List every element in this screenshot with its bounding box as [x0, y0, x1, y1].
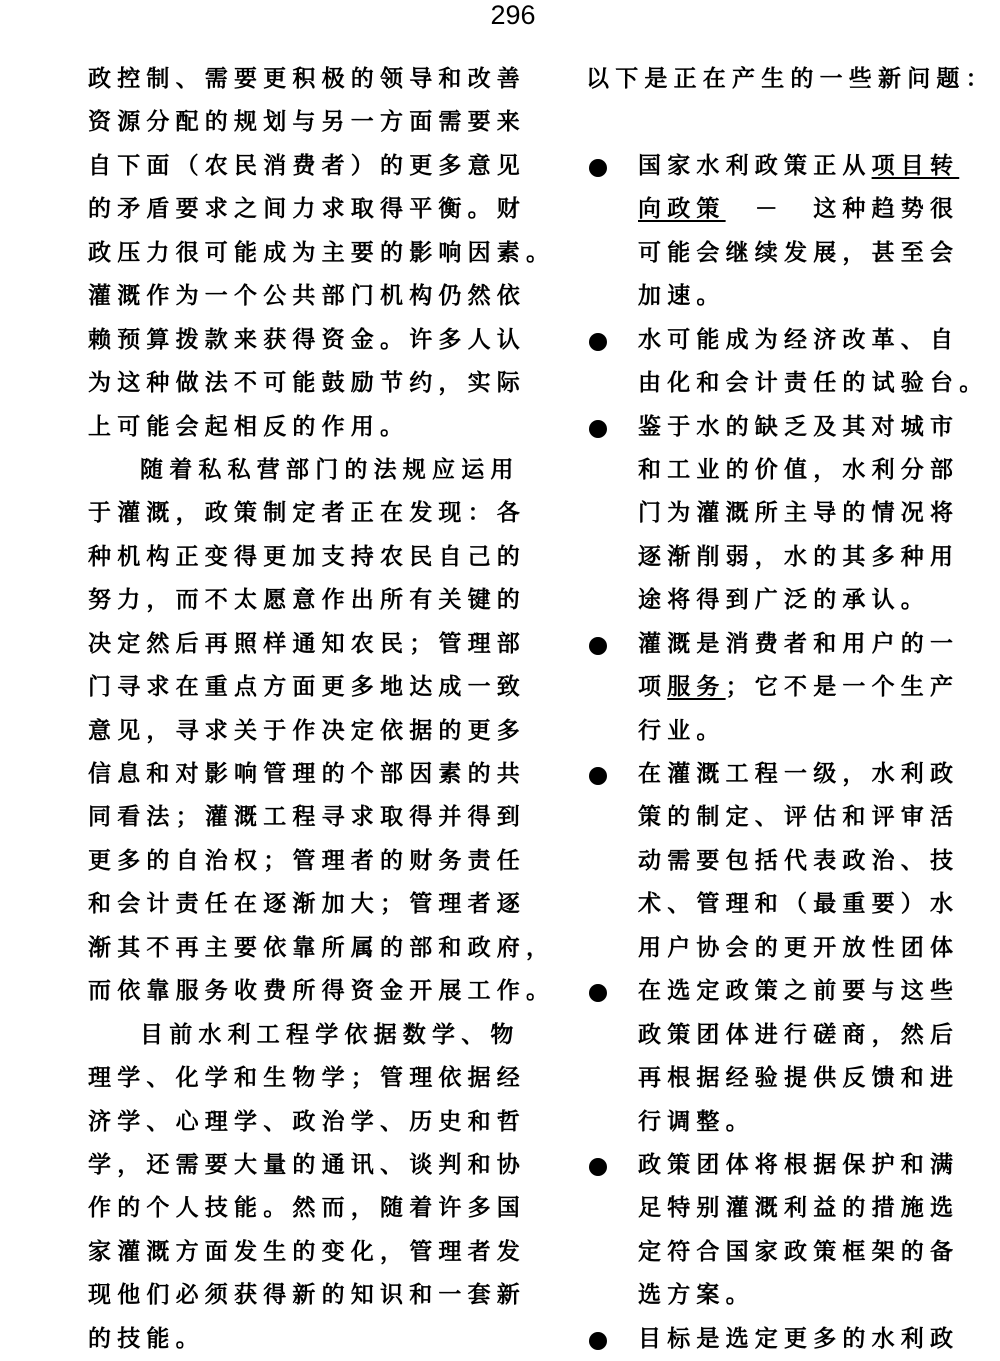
- text-segment: 再根据经验提供反馈和进: [638, 1065, 960, 1092]
- text-line: 决定然后再照样通知农民；管理部: [88, 630, 526, 657]
- text-segment: 途将得到广泛的承认。: [638, 587, 930, 614]
- paragraph: [88, 449, 556, 1014]
- text-segment: 在选定政策之前要与这些: [638, 978, 960, 1005]
- text-segment: 术、管理和（最重要）水: [638, 891, 960, 918]
- text-line: [638, 449, 1000, 492]
- text-segment: 可能会继续发展，甚至会: [638, 239, 960, 266]
- text-segment: 用户协会的更开放性团体: [638, 934, 960, 961]
- bullet-icon: [589, 1332, 607, 1350]
- bullet-icon: [589, 159, 607, 177]
- text-line: 学，还需要大量的通讯、谈判和协: [88, 1151, 526, 1178]
- bullet-icon: [589, 767, 607, 785]
- list-item: [586, 753, 1000, 970]
- text-line: 种机构正变得更加支持农民自己的: [88, 543, 526, 570]
- text-line: [638, 579, 1000, 622]
- text-line: 于灌溉，政策制定者正在发现：各: [88, 500, 526, 527]
- bullet-icon: [589, 420, 607, 438]
- text-segment: 动需要包括代表政治、技: [638, 847, 960, 874]
- list-intro: 以下是正在产生的一些新问题：: [586, 66, 995, 92]
- text-segment: 灌溉是消费者和用户的一: [638, 630, 960, 657]
- text-line: 的矛盾要求之间力求取得平衡。财: [88, 196, 526, 223]
- text-line: [638, 1231, 1000, 1274]
- text-line: [638, 1101, 1000, 1144]
- text-line: [638, 145, 1000, 188]
- text-line: 努力，而不太愿意作出所有关键的: [88, 587, 526, 614]
- list-item: [586, 970, 1000, 1144]
- text-line: [638, 796, 1000, 839]
- text-line: [638, 275, 1000, 318]
- text-line: [638, 666, 1000, 709]
- text-segment: 门为灌溉所主导的情况将: [638, 500, 960, 527]
- text-line: 作的个人技能。然而，随着许多国: [88, 1195, 526, 1222]
- right-column: [586, 58, 1000, 1361]
- text-segment: ；它不是一个生产: [725, 674, 960, 701]
- text-line: [638, 406, 1000, 449]
- text-line: 门寻求在重点方面更多地达成一致: [88, 674, 526, 701]
- page-number: 296: [490, 0, 536, 30]
- underlined-term: 向政策: [638, 196, 726, 223]
- list-item: [586, 1318, 1000, 1361]
- text-line: [638, 1014, 1000, 1057]
- text-segment: 选方案。: [638, 1282, 755, 1309]
- text-segment: 国家水利政策正从: [638, 152, 872, 179]
- text-line: [638, 1318, 1000, 1361]
- text-line: 目前水利工程学依据数学、物: [140, 1021, 520, 1048]
- text-line: 渐其不再主要依靠所属的部和政府，: [88, 934, 556, 961]
- text-line: [638, 1187, 1000, 1230]
- text-line: [638, 753, 1000, 796]
- text-line: [638, 232, 1000, 275]
- text-segment: 和工业的价值，水利分部: [638, 456, 960, 483]
- list-item: [586, 145, 1000, 319]
- underlined-term: 项目转: [871, 152, 960, 179]
- text-line: 的技能。: [88, 1325, 205, 1352]
- text-segment: 定符合国家政策框架的备: [638, 1238, 960, 1265]
- text-segment: 加速。: [638, 283, 726, 310]
- text-line: [638, 319, 1000, 362]
- text-segment: 在灌溉工程一级，水利政: [638, 761, 960, 787]
- text-line: [638, 362, 1000, 405]
- text-segment: － 这种趋势很: [725, 196, 960, 223]
- text-line: 自下面（农民消费者）的更多意见: [88, 152, 526, 179]
- bullet-icon: [589, 1158, 607, 1176]
- text-segment: 足特别灌溉利益的措施选: [638, 1195, 960, 1222]
- text-line: [638, 927, 1000, 970]
- text-line: 政控制、需要更积极的领导和改善: [88, 66, 526, 92]
- text-line: [638, 840, 1000, 883]
- text-segment: 目标是选定更多的水利政: [638, 1325, 960, 1352]
- text-line: 意见，寻求关于作决定依据的更多: [88, 717, 526, 744]
- text-line: 信息和对影响管理的个部因素的共: [88, 761, 526, 787]
- text-line: 家灌溉方面发生的变化，管理者发: [88, 1238, 526, 1265]
- text-line: 赖预算拨款来获得资金。许多人认: [88, 326, 526, 353]
- text-line: 资源分配的规划与另一方面需要来: [88, 109, 526, 136]
- list-item: [586, 406, 1000, 623]
- list-item: [586, 319, 1000, 406]
- text-line: [638, 623, 1000, 666]
- text-segment: 由化和会计责任的试验台。: [638, 370, 989, 397]
- text-line: [638, 1057, 1000, 1100]
- text-segment: 行业。: [638, 717, 726, 744]
- text-line: 和会计责任在逐渐加大；管理者逐: [88, 891, 526, 918]
- paragraph: [88, 1014, 526, 1361]
- bullet-icon: [589, 984, 607, 1002]
- text-line: 政压力很可能成为主要的影响因素。: [88, 239, 556, 266]
- text-segment: 逐渐削弱，水的其多种用: [638, 543, 960, 570]
- text-segment: 水可能成为经济改革、自: [638, 326, 960, 353]
- text-line: 灌溉作为一个公共部门机构仍然依: [88, 283, 526, 310]
- text-line: 理学、化学和生物学；管理依据经: [88, 1065, 526, 1092]
- text-line: [638, 536, 1000, 579]
- list-item: [586, 623, 1000, 753]
- text-line: [638, 883, 1000, 926]
- text-line: 为这种做法不可能鼓励节约，实际: [88, 370, 526, 397]
- text-line: [638, 492, 1000, 535]
- text-line: [638, 970, 1000, 1013]
- text-segment: 项: [638, 674, 668, 701]
- text-line: 现他们必须获得新的知识和一套新: [88, 1282, 526, 1309]
- bullet-icon: [589, 637, 607, 655]
- text-line: 济学、心理学、政治学、历史和哲: [88, 1108, 526, 1135]
- text-line: 上可能会起相反的作用。: [88, 413, 410, 440]
- text-segment: 鉴于水的缺乏及其对城市: [638, 413, 960, 440]
- bullet-icon: [589, 333, 607, 351]
- text-line: 同看法；灌溉工程寻求取得并得到: [88, 804, 526, 831]
- text-line: [638, 188, 1000, 231]
- text-line: [638, 710, 1000, 753]
- text-line: 而依靠服务收费所得资金开展工作。: [88, 978, 556, 1005]
- left-column: [88, 58, 556, 1361]
- text-line: [638, 1144, 1000, 1187]
- list-item: [586, 1144, 1000, 1318]
- text-line: 更多的自治权；管理者的财务责任: [88, 847, 526, 874]
- paragraph: [88, 58, 556, 449]
- text-segment: 政策团体将根据保护和满: [638, 1151, 960, 1178]
- text-line: [638, 1274, 1000, 1317]
- text-segment: 策的制定、评估和评审活: [638, 804, 960, 831]
- issue-list: [586, 145, 1000, 1361]
- text-segment: 行调整。: [638, 1108, 755, 1135]
- underlined-term: 服务: [667, 674, 726, 701]
- text-segment: 政策团体进行磋商，然后: [638, 1021, 960, 1048]
- text-line: 随着私私营部门的法规应运用: [140, 456, 520, 483]
